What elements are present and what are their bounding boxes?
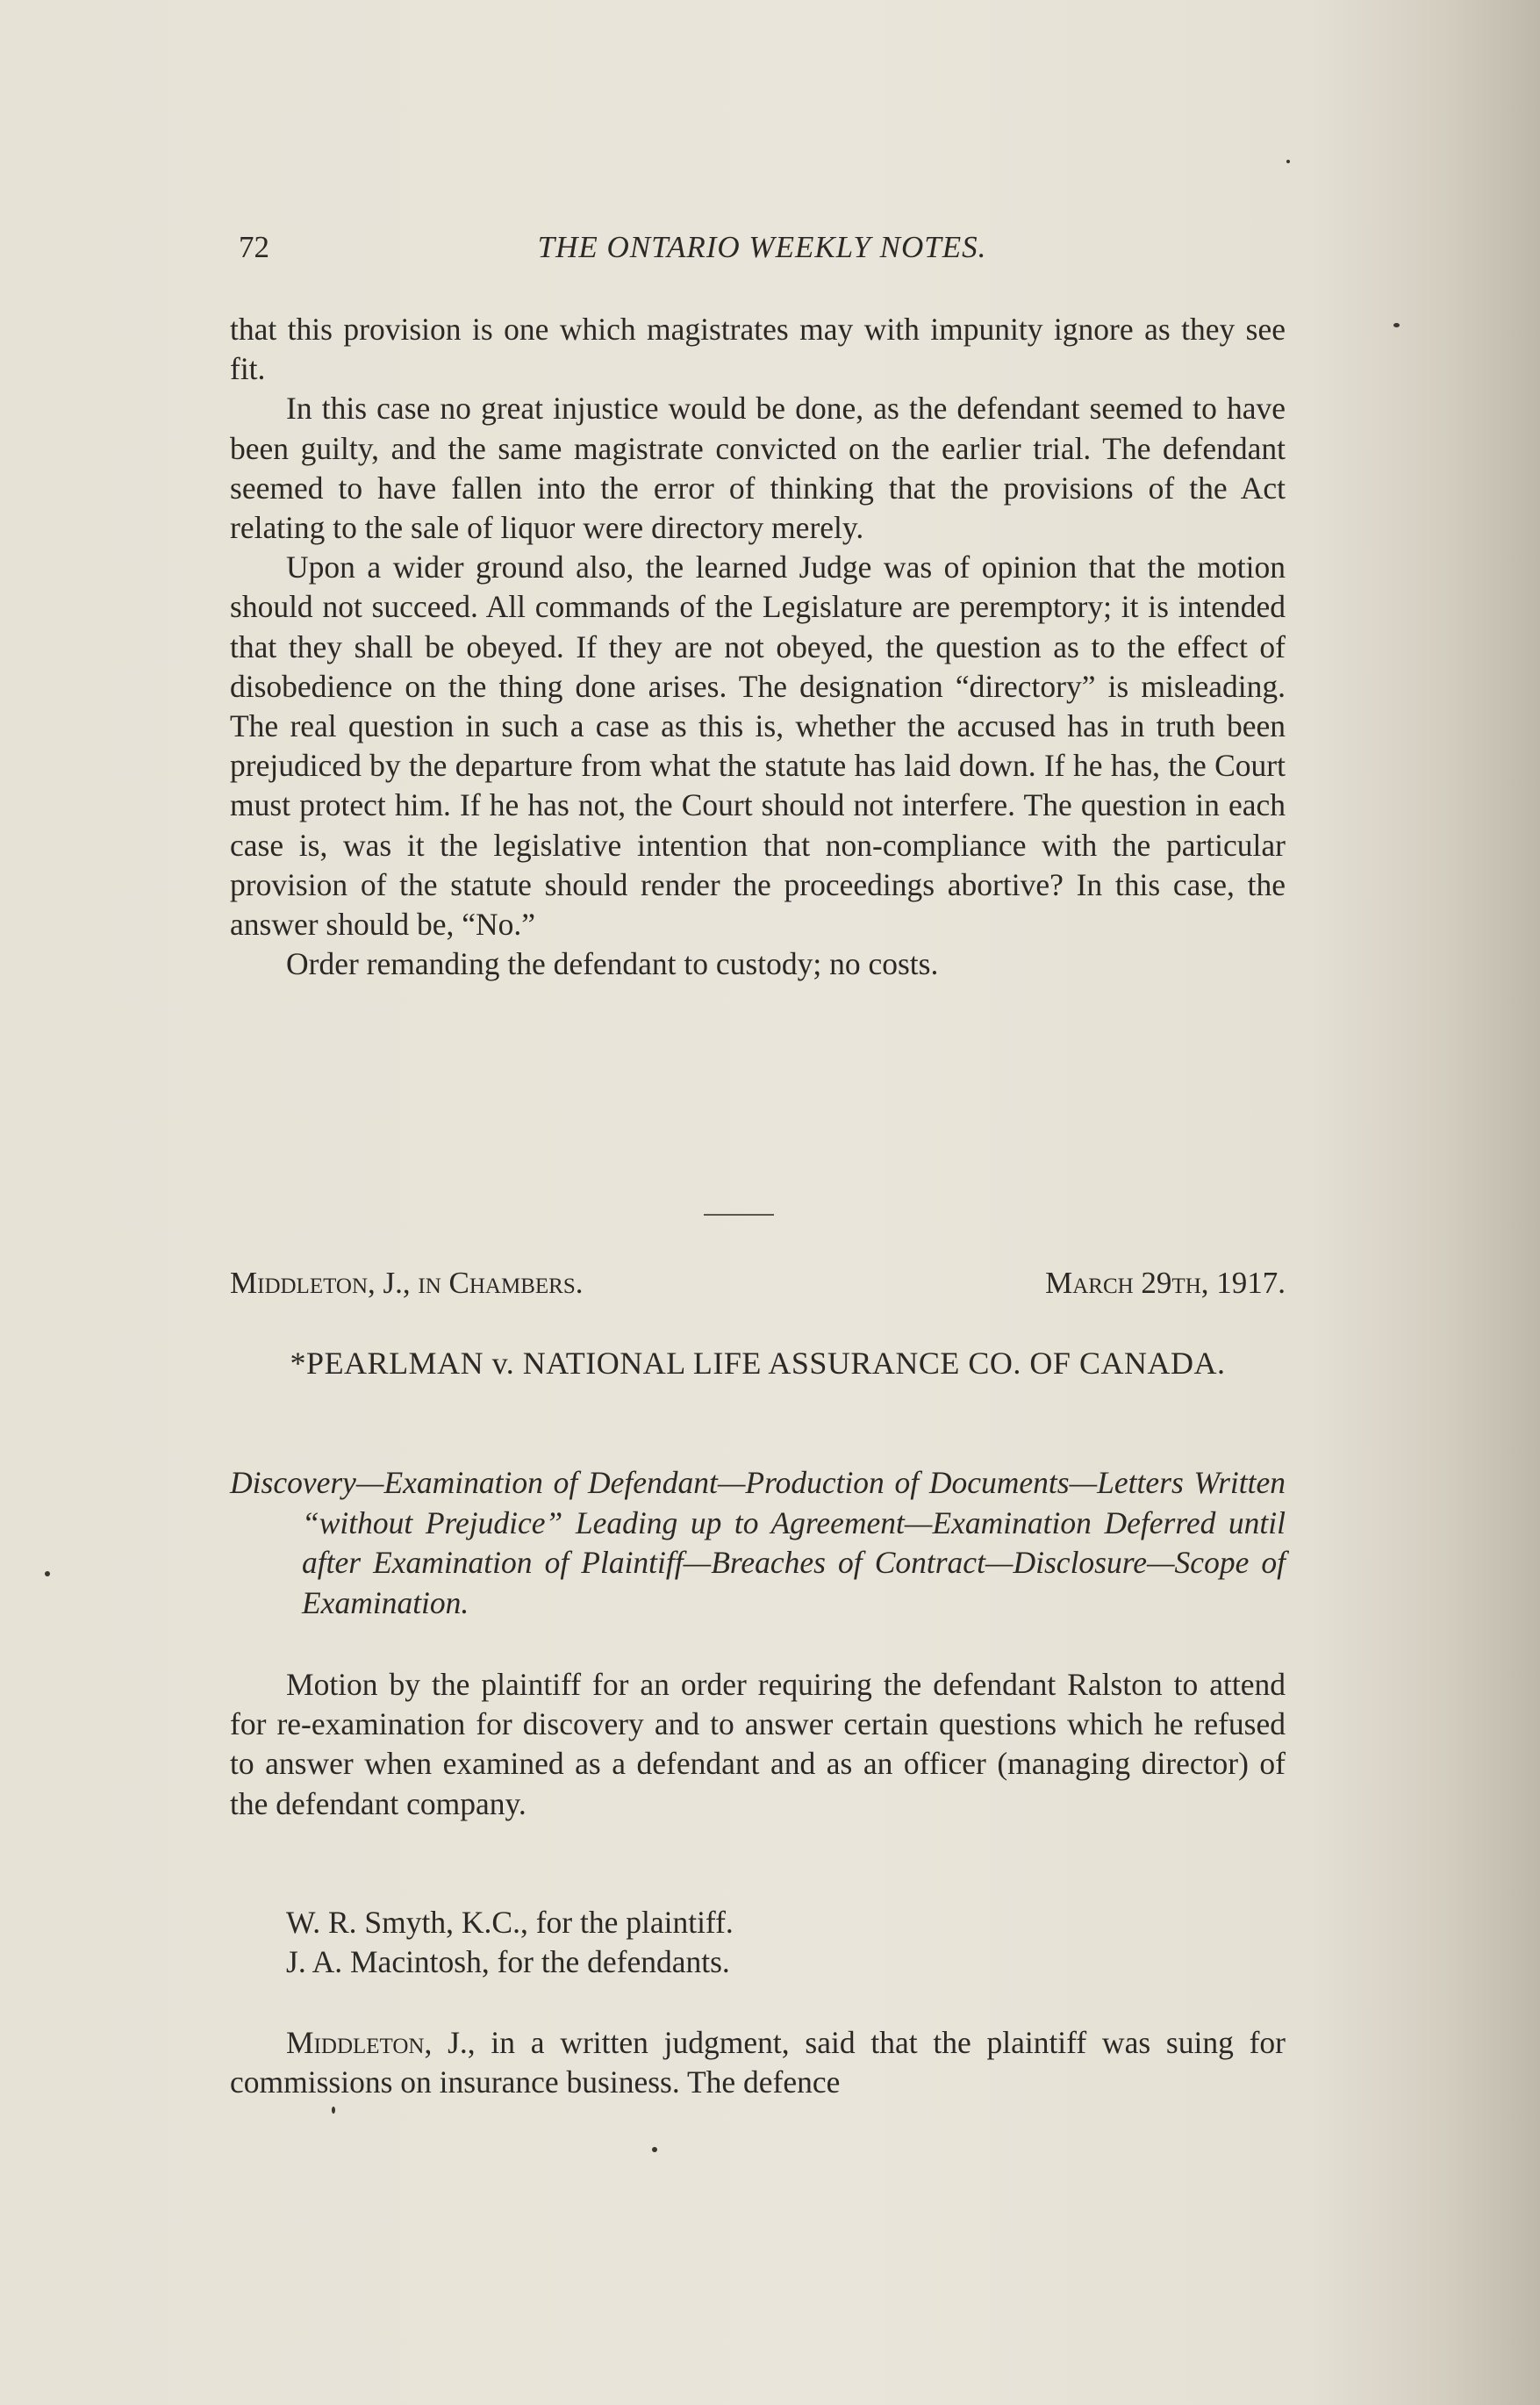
paragraph: that this provision is one which magistrates may with impunity ignore as they see fit.	[230, 312, 1286, 387]
court-line	[230, 1266, 1286, 1310]
page-number: 72	[239, 230, 269, 264]
scan-speck	[1286, 160, 1290, 163]
counsel-defendants: J. A. Macintosh, for the defendants.	[286, 1944, 730, 1980]
section-divider	[704, 1214, 774, 1216]
judge-name: Middleton	[286, 2025, 425, 2060]
counsel-plaintiff: W. R. Smyth, K.C., for the plaintiff.	[286, 1905, 734, 1940]
motion-paragraph: Motion by the plaintiff for an order requiring the defendant Ralston to attend for re-examination for discovery and to answer certain questions which he refused to answer when examined as a defendant and as an officer (managing director) of the defendant company.	[230, 1667, 1286, 1821]
order-paragraph: Order remanding the defendant to custody; no costs.	[286, 946, 939, 982]
scan-speck	[1393, 323, 1400, 327]
scan-speck	[332, 2107, 335, 2114]
court-date: March 29th, 1917.	[1045, 1266, 1286, 1300]
scan-speck	[652, 2147, 657, 2152]
headnote: Discovery—Examination of Defendant—Production of Documents—Letters Written “without Prejudice” Leading up to Agreement—Examination Deferred until after Examination of Plaintiff—Breaches of Contract—Disclosure—Scope of Examination.	[230, 1465, 1286, 1620]
judgment-section	[230, 2023, 1286, 2102]
judgment-text: , J., in a written judgment, said that the plaintiff was suing for commissions on insurance business. The defence	[230, 2025, 1286, 2100]
paragraph: Upon a wider ground also, the learned Judge was of opinion that the motion should not succeed. All commands of the Legislature are peremptory; it is intended that they shall be obeyed. If they are not obeyed, the question as to the effect of disobedience on the thing done arises. The designation “directory” is misleading. The real question in such a case as this is, whether the accused has in truth been prejudiced by the departure from what the statute has laid down. If he has, the Court must protect him. If he has not, the Court should not interfere. The question in each case is, was it the legislative intention that non-compliance with the particular provision of the statute should render the proceedings abortive? In this case, the answer should be, “No.”	[230, 549, 1286, 943]
case-title: *PEARLMAN v. NATIONAL LIFE ASSURANCE CO. OF CANADA.	[290, 1346, 1226, 1381]
counsel-list	[230, 1903, 1286, 1982]
opinion-continuation	[230, 310, 1286, 984]
page-header	[239, 230, 1286, 274]
paragraph: In this case no great injustice would be done, as the defendant seemed to have been guilty, and the same magistrate convicted on the earlier trial. The defendant seemed to have fallen into the error of thinking that the provisions of the Act relating to the sale of liquor were directory merely.	[230, 391, 1286, 546]
court-judge: Middleton, J., in Chambers.	[230, 1266, 584, 1300]
running-title: THE ONTARIO WEEKLY NOTES.	[537, 230, 987, 264]
motion-section	[230, 1665, 1286, 1824]
scan-speck	[45, 1571, 50, 1576]
judgment-paragraph	[230, 2023, 1286, 2102]
